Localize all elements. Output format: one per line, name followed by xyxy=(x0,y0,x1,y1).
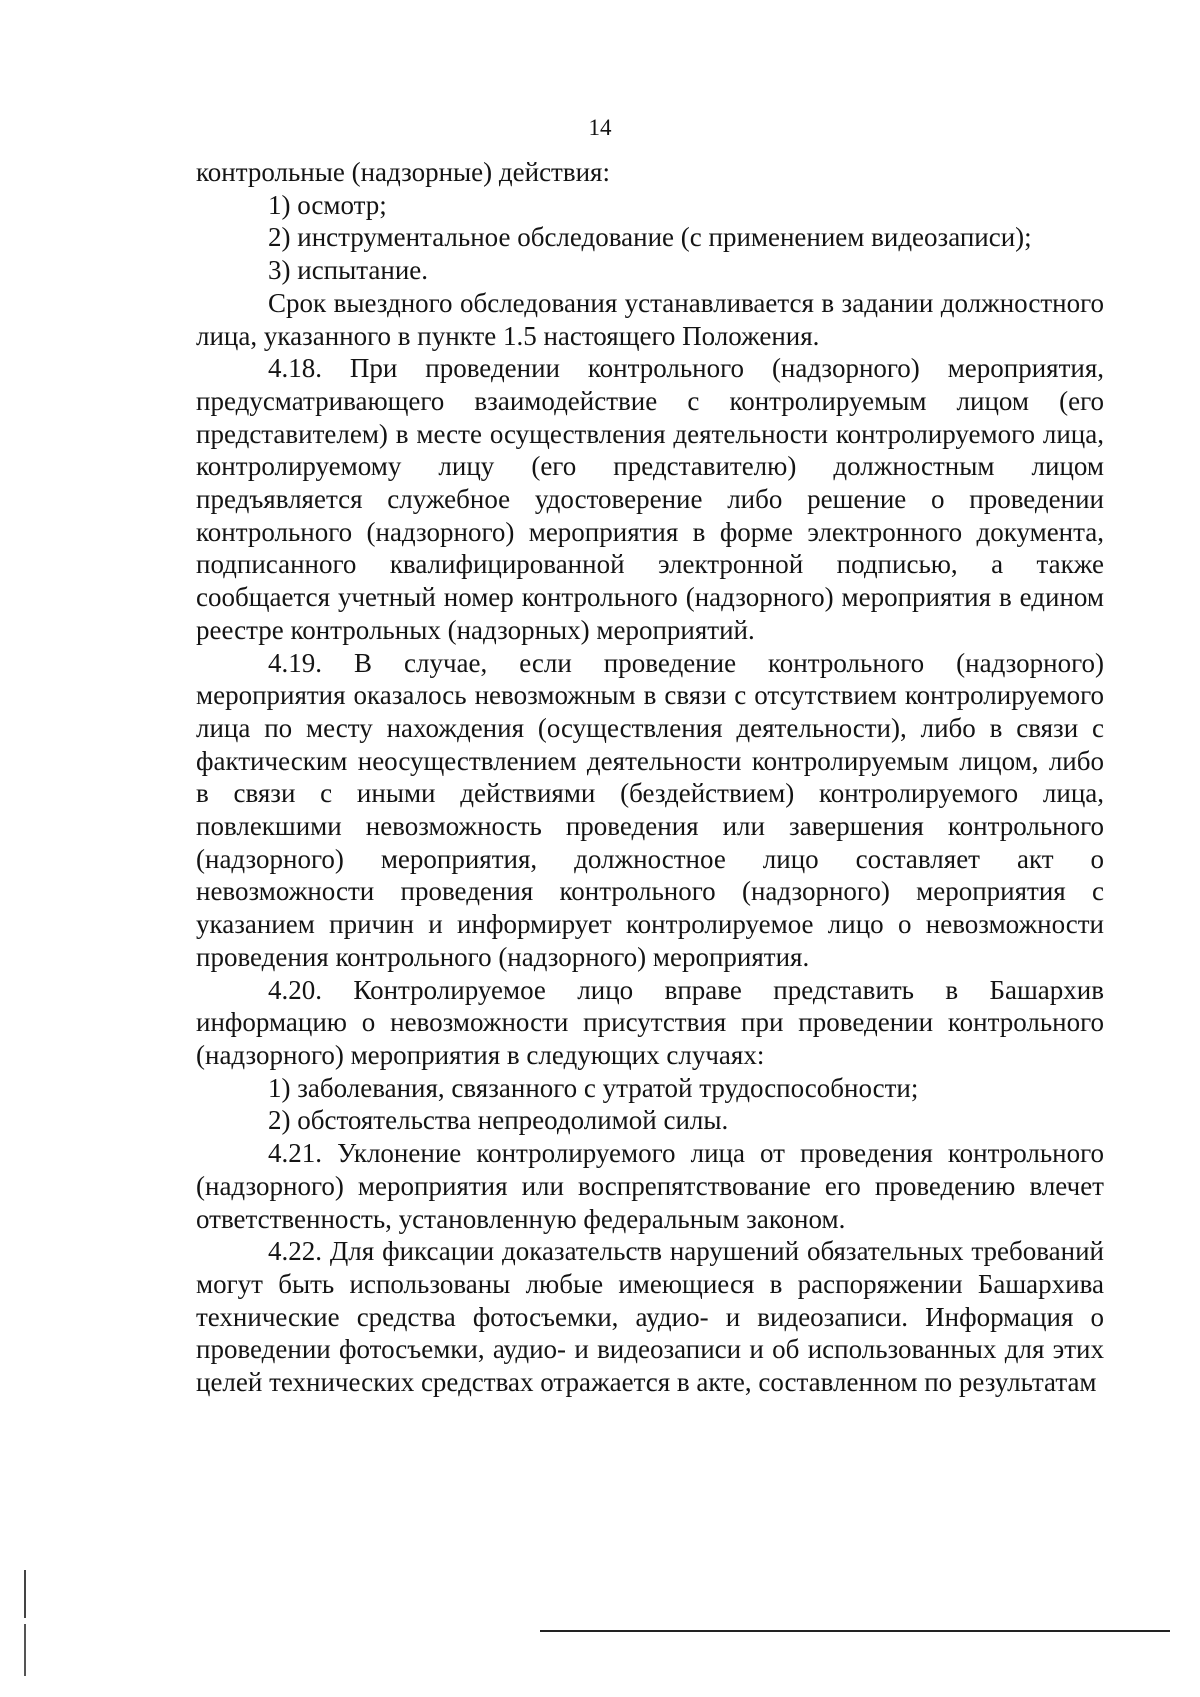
list-item-inspection: 1) осмотр; xyxy=(268,189,387,220)
paragraph-intro: контрольные (надзорные) действия: xyxy=(196,157,610,187)
paragraph-4-22: 4.22. Для фиксации доказательств нарушений обязательных требований могут быть использованы любые имеющиеся в распоряжении Башархива технические средства фотосъемки, аудио- и видеозаписи. Информация о проведении фотосъемки, аудио- и видеозаписи и об использованных для этих целей технических средствах отражается в акте, составленном по результатам xyxy=(196,1236,1104,1398)
scan-margin-mark-lower xyxy=(24,1624,26,1676)
paragraph-4-20: 4.20. Контролируемое лицо вправе представить в Башархив информацию о невозможности присутствия при проведении контрольного (надзорного) мероприятия в следующих случаях: xyxy=(196,974,1104,1070)
list-item-testing: 3) испытание. xyxy=(268,255,429,286)
scan-margin-mark xyxy=(24,1570,26,1618)
page-number: 14 xyxy=(588,115,612,140)
footer-rule xyxy=(540,1630,1170,1632)
list-item-force-majeure: 2) обстоятельства непреодолимой силы. xyxy=(268,1105,729,1136)
list-item-illness: 1) заболевания, связанного с утратой трудоспособности; xyxy=(268,1072,919,1103)
paragraph-4-18: 4.18. При проведении контрольного (надзорного) мероприятия, предусматривающего взаимодействие с контролируемым лицом (его представителем) в месте осуществления деятельности контролируемого лица, контролируемому лицу (его представителю) должностным лицом предъявляется служебное удостоверение либо решение о проведении контрольного (надзорного) мероприятия в форме электронного документа, подписанного квалифицированной электронной подписью, а также сообщается учетный номер контрольного (надзорного) мероприятия в едином реестре контрольных (надзорных) мероприятий. xyxy=(196,353,1104,645)
paragraph-survey-term: Срок выездного обследования устанавливается в задании должностного лица, указанного в пункте 1.5 настоящего Положения. xyxy=(196,287,1104,351)
paragraph-4-21: 4.21. Уклонение контролируемого лица от проведения контрольного (надзорного) мероприятия или воспрепятствование его проведению влечет ответственность, установленную федеральным законом. xyxy=(196,1138,1104,1234)
list-item-instrumental-survey: 2) инструментальное обследование (с применением видеозаписи); xyxy=(268,222,1032,253)
document-body xyxy=(196,156,1104,1399)
paragraph-4-19: 4.19. В случае, если проведение контрольного (надзорного) мероприятия оказалось невозможным в связи с отсутствием контролируемого лица по месту нахождения (осуществления деятельности), либо в связи с фактическим неосуществлением деятельности контролируемым лицом, либо в связи с иными действиями (бездействием) контролируемого лица, повлекшими невозможность проведения или завершения контрольного (надзорного) мероприятия, должностное лицо составляет акт о невозможности проведения контрольного (надзорного) мероприятия с указанием причин и информирует контролируемое лицо о невозможности проведения контрольного (надзорного) мероприятия. xyxy=(196,647,1104,972)
